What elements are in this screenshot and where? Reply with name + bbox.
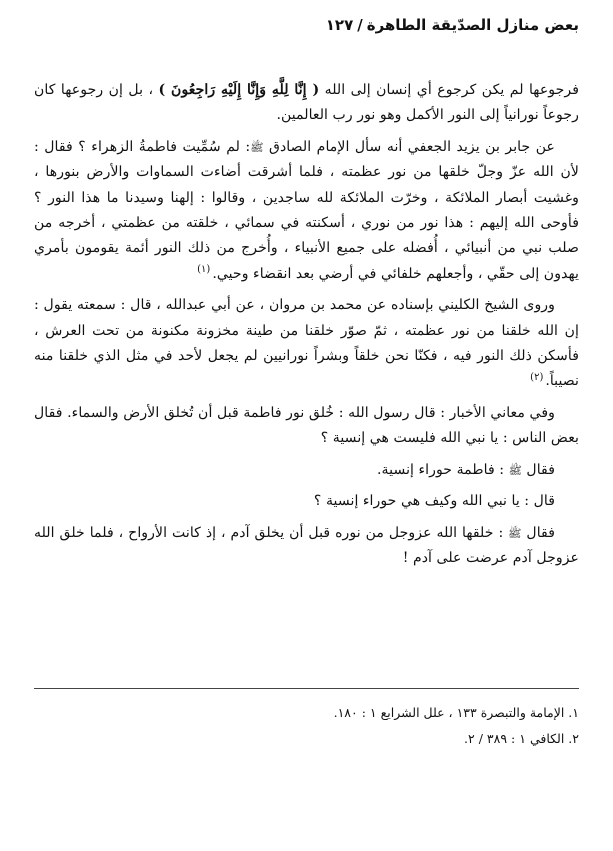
paragraph-7-intro: فقال <box>521 524 555 541</box>
paragraph-6-text: قال : يا نبي الله وكيف هي حوراء إنسية ؟ <box>313 493 555 510</box>
main-text <box>34 78 579 577</box>
paragraph-2 <box>34 135 579 287</box>
honorific-glyph: ﷺ <box>250 140 264 154</box>
paragraph-1 <box>34 78 579 129</box>
paragraph-7 <box>34 521 579 572</box>
paragraph-3-text: وروى الشيخ الكليني بإسناده عن محمد بن مروان ، عن أبي عبدالله ، قال : سمعته يقول : إن الله خلقنا من نور عظمته ، ثمّ صوّر خلقنا من طينة مخزونة مكنونة من تحت العرش ، فأسكن ذلك النور فيه ، فكنّا نحن خلقاً وبشراً نورانيين لم يجعل لأحد في مثل الذي خلقنا منه نصيباً. <box>34 297 579 390</box>
paragraph-6 <box>34 489 579 514</box>
paragraph-4-text: وفي معاني الأخبار : قال رسول الله : خُلق نور فاطمة قبل أن تُخلق الأرض والسماء. فقال بعض الناس : يا نبي الله فليست هي إنسية ؟ <box>34 404 579 447</box>
footnote-divider <box>34 688 579 689</box>
quran-verse: ( إِنَّا لِلَّهِ وَإِنَّا إِلَيْهِ رَاجِعُونَ ) <box>158 82 320 98</box>
book-title: بعض منازل الصدّيقة الطاهرة <box>366 16 579 34</box>
honorific-glyph: ﷺ <box>508 463 522 477</box>
paragraph-2-intro: عن جابر بن يزيد الجعفي أنه سأل الإمام الصادق <box>263 138 555 155</box>
paragraph-7-text: : خلقها الله عزوجل من نوره قبل أن يخلق آدم ، إذ كانت الأرواح ، فلما خلق الله عزوجل آدم عرضت على آدم ! <box>34 524 579 566</box>
paragraph-5-intro: فقال <box>521 461 555 478</box>
running-header <box>34 14 579 36</box>
paragraph-1-continuation: ، بل إن رجوعها كان رجوعاً نورانياً إلى النور الأكمل وهو نور رب العالمين. <box>34 82 579 124</box>
paragraph-5 <box>34 458 579 483</box>
footnote-marker-1: (١) <box>197 264 211 276</box>
paragraph-1-text: فرجوعها لم يكن كرجوع أي إنسان إلى الله <box>319 82 579 98</box>
paragraph-2-text: : لم سُمِّيت فاطمةُ الزهراء ؟ فقال : لأن الله عزّ وجلّ خلقها من نور عظمته ، فلما أشرقت أضاءت السماوات والأرض بنورها ، وغشيت أبصار الملائكة ، وخرّت الملائكة لله ساجدين ، وقالوا : إلهنا وسيدنا ما هذا النور ؟ فأوحى الله إليهم : هذا نور من نوري ، أسكنته في سمائي ، خلقته من عظمتي ، أخرجه من صلب نبي من أنبيائي ، أُفضله على جميع الأنبياء ، وأُخرج من ذلك النور أئمة يقومون بأمري يهدون إلى حقّي ، وأجعلهم خلفائي في أرضي بعد انقضاء وحيي. <box>34 138 579 282</box>
page-number: ١٢٧ <box>325 16 354 34</box>
header-separator: / <box>357 16 363 34</box>
footnote-2: ٢. الكافي ١ : ٣٨٩ / ٢. <box>464 731 579 746</box>
paragraph-3 <box>34 293 579 395</box>
footnote-marker-2: (٢) <box>530 371 544 383</box>
footnote-1: ١. الإمامة والتبصرة ١٣٣ ، علل الشرايع ١ : ١٨٠. <box>333 705 579 720</box>
honorific-glyph: ﷺ <box>508 526 522 540</box>
paragraph-5-text: : فاطمة حوراء إنسية. <box>377 461 509 478</box>
paragraph-4 <box>34 401 579 452</box>
footnotes <box>34 700 579 752</box>
